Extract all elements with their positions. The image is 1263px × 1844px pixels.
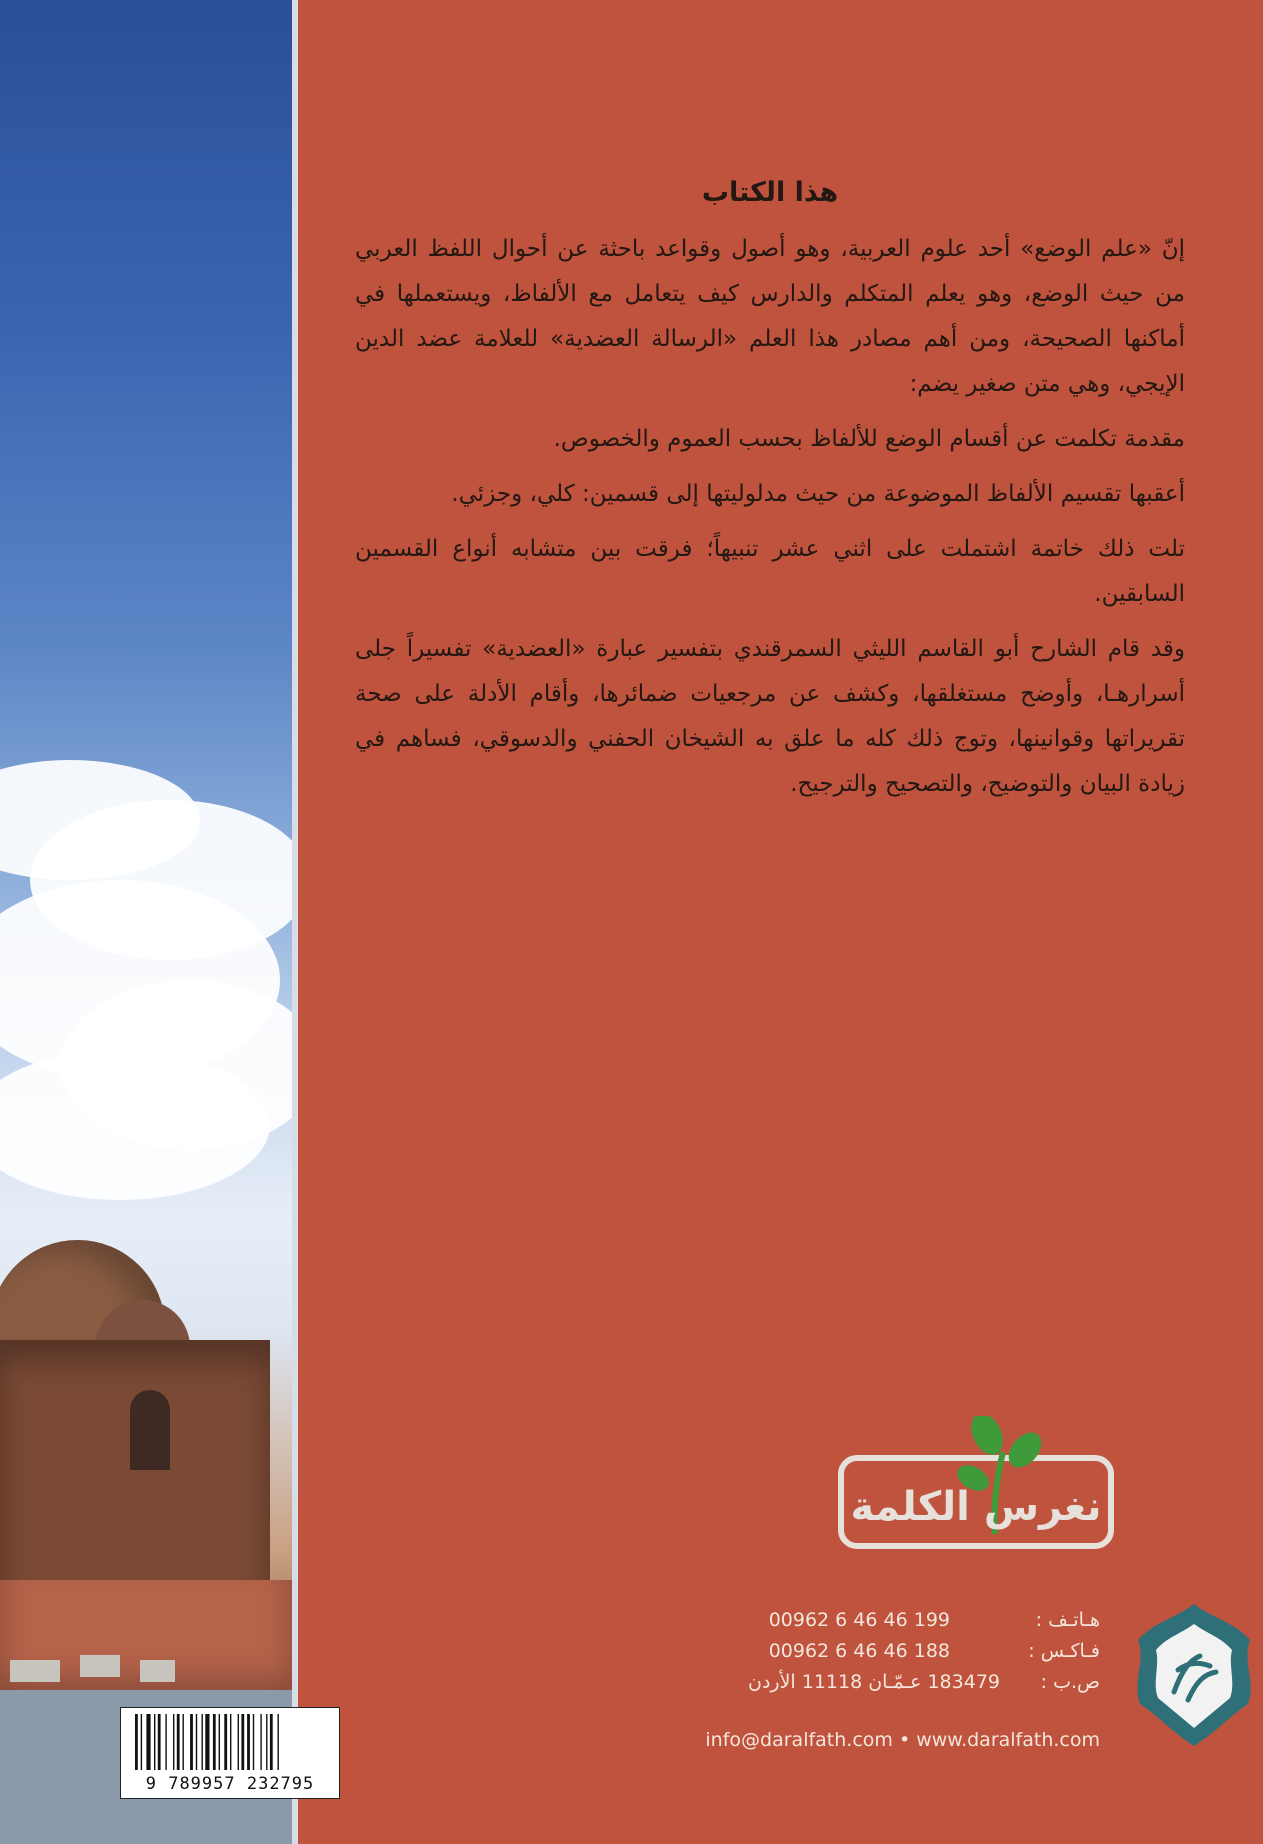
slogan-stamp-logo [835,1416,1117,1554]
web-contact[interactable]: info@daralfath.com • www.daralfath.com [705,1729,1100,1751]
contact-info [640,1605,1100,1698]
po-box: 183479 عـمّـان 11118 الأردن [747,1671,1000,1693]
cover-photo [0,0,292,1844]
blurb-paragraph: وقد قام الشارح أبو القاسم الليثي السمرقندي بتفسير عبارة «العضدية» تفسيراً جلى أسرارهـا، وأوضح مستغلقها، وكشف عن مرجعيات ضمائرها، وأقام الأدلة على صحة تقريراتها وقوانينها، وتوج ذلك كله ما علق به الشيخان الحفني والدسوقي، فساهم في زيادة البيان والتوضيح، والتصحيح والترجيح. [355,636,1185,797]
blurb-paragraph: مقدمة تكلمت عن أقسام الوضع للألفاظ بحسب العموم والخصوص. [553,426,1185,452]
publisher-emblem-icon [1130,1600,1258,1750]
fax-label: فـاكـس : [1028,1640,1100,1662]
blurb-paragraph: أعقبها تقسيم الألفاظ الموضوعة من حيث مدلوليتها إلى قسمين: كلي، وجزئي. [451,481,1185,507]
blurb [355,170,1185,817]
isbn-barcode [120,1707,340,1799]
phone-label: هـاتـف : [1035,1609,1100,1631]
fax-number: 00962 6 46 46 188 [768,1640,950,1662]
blurb-paragraph: تلت ذلك خاتمة اشتملت على اثني عشر تنبيهاً؛ فرقت بين متشابه أنواع القسمين السابقين. [355,536,1185,607]
blurb-heading: هذا الكتاب [701,177,839,208]
phone-number: 00962 6 46 46 199 [768,1609,950,1631]
stamp-text: نغرس الكلمة [850,1484,1102,1530]
po-label: ص.ب : [1040,1671,1100,1693]
blurb-paragraph: إنّ «علم الوضع» أحد علوم العربية، وهو أصول وقواعد باحثة عن أحوال اللفظ العربي من حيث الوضع، وهو يعلم المتكلم والدارس كيف يتعامل مع الألفاظ، ويستعملها في أماكنها الصحيحة، ومن أهم مصادر هذا العلم «الرسالة العضدية» للعلامة عضد الدين الإيجي، وهي متن صغير يضم: [355,236,1185,397]
isbn-number: 9 789957 232795 [145,1774,315,1794]
spine-divider [292,0,298,1844]
